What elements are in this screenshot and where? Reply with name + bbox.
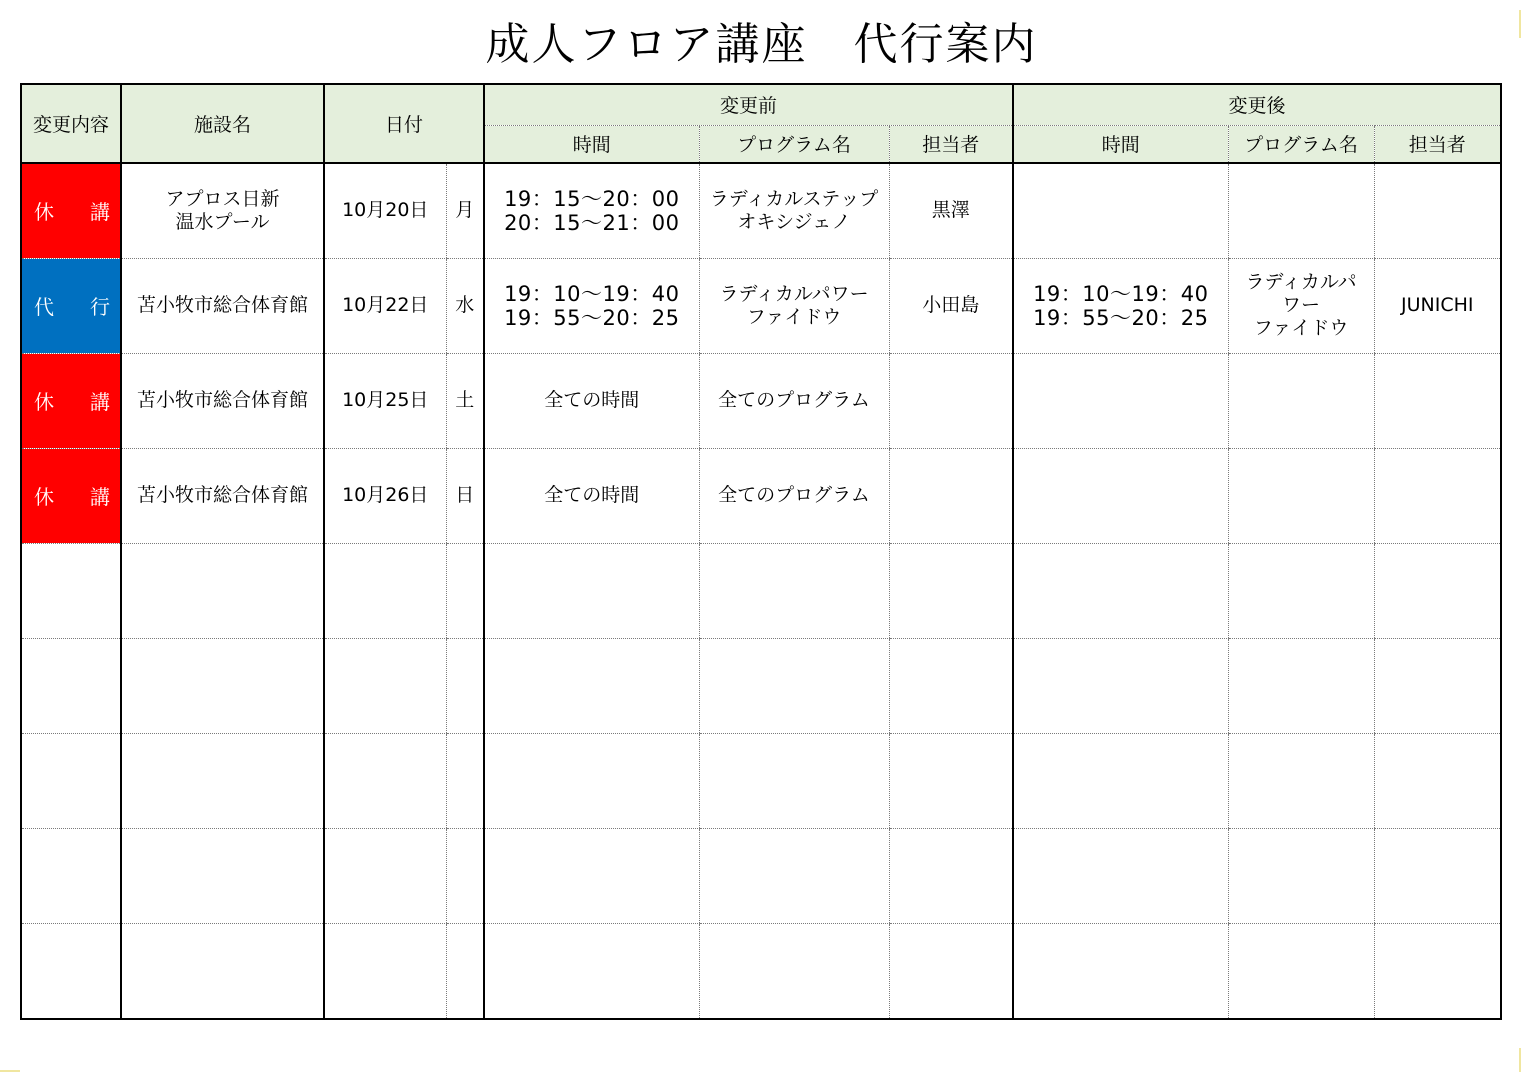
time-line: 全ての時間 bbox=[544, 484, 640, 506]
status-cell bbox=[22, 448, 121, 543]
facility-line: 苫小牧市総合体育館 bbox=[136, 389, 308, 411]
empty-table-row bbox=[22, 543, 1500, 638]
program-line: ファイドウ bbox=[746, 305, 842, 328]
after-program-cell bbox=[1228, 258, 1374, 353]
empty-table-row bbox=[22, 638, 1500, 733]
before-time-cell bbox=[484, 828, 699, 923]
before-instructor-cell bbox=[889, 353, 1013, 448]
facility-cell bbox=[121, 543, 324, 638]
time-line: 20：15〜21：00 bbox=[504, 210, 680, 235]
header-after-instructor: 担当者 bbox=[1374, 125, 1500, 163]
status-cell bbox=[22, 543, 121, 638]
status-cell bbox=[22, 163, 121, 258]
schedule-table bbox=[22, 85, 1500, 1018]
status-cell bbox=[22, 733, 121, 828]
before-time-cell bbox=[484, 733, 699, 828]
after-instructor-cell bbox=[1374, 733, 1500, 828]
weekday-cell: 水 bbox=[446, 258, 484, 353]
page-title: 成人フロア講座 代行案内 bbox=[485, 19, 1038, 70]
corner-mark-bottom-right bbox=[1519, 1048, 1521, 1072]
after-program-cell bbox=[1228, 828, 1374, 923]
date-cell: 10月20日 bbox=[324, 163, 446, 258]
before-instructor-cell: 小田島 bbox=[889, 258, 1013, 353]
table-row bbox=[22, 353, 1500, 448]
program-line: 全てのプログラム bbox=[718, 389, 870, 411]
weekday-cell bbox=[446, 733, 484, 828]
after-program-cell bbox=[1228, 543, 1374, 638]
facility-cell bbox=[121, 353, 324, 448]
status-cell bbox=[22, 638, 121, 733]
status-char-1: 代 bbox=[34, 295, 54, 319]
after-time-cell bbox=[1013, 258, 1228, 353]
date-cell: 10月26日 bbox=[324, 448, 446, 543]
status-char-1: 休 bbox=[34, 485, 54, 509]
before-time-cell bbox=[484, 448, 699, 543]
header-after-program: プログラム名 bbox=[1228, 125, 1374, 163]
schedule-frame bbox=[20, 83, 1502, 1020]
after-program-cell bbox=[1228, 353, 1374, 448]
before-instructor-cell bbox=[889, 448, 1013, 543]
facility-cell bbox=[121, 258, 324, 353]
after-instructor-cell bbox=[1374, 448, 1500, 543]
header-before-time: 時間 bbox=[484, 125, 699, 163]
before-program-cell bbox=[699, 828, 889, 923]
facility-cell bbox=[121, 923, 324, 1018]
after-time-cell bbox=[1013, 828, 1228, 923]
status-cell bbox=[22, 923, 121, 1018]
facility-line: 苫小牧市総合体育館 bbox=[136, 484, 308, 506]
before-instructor-cell bbox=[889, 543, 1013, 638]
after-time-cell bbox=[1013, 733, 1228, 828]
after-time-cell bbox=[1013, 163, 1228, 258]
time-line: 19：10〜19：40 bbox=[504, 281, 680, 306]
status-char-1: 休 bbox=[34, 390, 54, 414]
time-line: 19：10〜19：40 bbox=[1033, 281, 1209, 306]
program-line: ファイドウ bbox=[1253, 317, 1349, 339]
table-row bbox=[22, 258, 1500, 353]
weekday-cell: 日 bbox=[446, 448, 484, 543]
after-instructor-cell bbox=[1374, 543, 1500, 638]
before-program-cell bbox=[699, 258, 889, 353]
before-instructor-cell bbox=[889, 733, 1013, 828]
empty-table-row bbox=[22, 923, 1500, 1018]
before-time-cell bbox=[484, 543, 699, 638]
before-time-cell bbox=[484, 163, 699, 258]
after-instructor-cell bbox=[1374, 353, 1500, 448]
status-cell bbox=[22, 258, 121, 353]
facility-cell bbox=[121, 638, 324, 733]
after-time-cell bbox=[1013, 638, 1228, 733]
header-after-time: 時間 bbox=[1013, 125, 1228, 163]
header-facility: 施設名 bbox=[121, 85, 324, 163]
before-program-cell bbox=[699, 638, 889, 733]
after-program-cell bbox=[1228, 923, 1374, 1018]
time-line: 19：15〜20：00 bbox=[504, 186, 680, 211]
date-cell bbox=[324, 543, 446, 638]
program-line: ワー bbox=[1282, 294, 1321, 316]
program-line: ラディカルパ bbox=[1245, 271, 1357, 293]
weekday-cell: 月 bbox=[446, 163, 484, 258]
date-cell: 10月25日 bbox=[324, 353, 446, 448]
header-before-instructor: 担当者 bbox=[889, 125, 1013, 163]
after-time-cell bbox=[1013, 353, 1228, 448]
program-line: 全てのプログラム bbox=[718, 484, 870, 506]
after-instructor-cell: JUNICHI bbox=[1374, 258, 1500, 353]
after-program-cell bbox=[1228, 638, 1374, 733]
after-program-cell bbox=[1228, 163, 1374, 258]
weekday-cell bbox=[446, 923, 484, 1018]
before-program-cell bbox=[699, 163, 889, 258]
header-date: 日付 bbox=[324, 85, 484, 163]
before-instructor-cell bbox=[889, 923, 1013, 1018]
before-instructor-cell bbox=[889, 828, 1013, 923]
header-after: 変更後 bbox=[1013, 85, 1500, 125]
status-char-1: 休 bbox=[34, 200, 54, 225]
before-time-cell bbox=[484, 923, 699, 1018]
status-char-2: 講 bbox=[90, 200, 110, 225]
before-program-cell bbox=[699, 448, 889, 543]
status-char-2: 講 bbox=[90, 485, 110, 509]
program-line: ラディカルパワー bbox=[719, 282, 869, 305]
weekday-cell bbox=[446, 828, 484, 923]
after-instructor-cell bbox=[1374, 923, 1500, 1018]
facility-cell bbox=[121, 828, 324, 923]
program-line: オキシジェノ bbox=[737, 210, 851, 233]
after-program-cell bbox=[1228, 448, 1374, 543]
after-instructor-cell bbox=[1374, 163, 1500, 258]
facility-cell bbox=[121, 163, 324, 258]
table-row bbox=[22, 163, 1500, 258]
date-cell bbox=[324, 733, 446, 828]
corner-mark-top-right bbox=[1519, 10, 1521, 38]
status-char-2: 行 bbox=[90, 295, 110, 319]
status-cell bbox=[22, 353, 121, 448]
before-program-cell bbox=[699, 543, 889, 638]
status-char-2: 講 bbox=[90, 390, 110, 414]
header-change-content: 変更内容 bbox=[22, 85, 121, 163]
before-time-cell bbox=[484, 353, 699, 448]
before-program-cell bbox=[699, 923, 889, 1018]
time-line: 19：55〜20：25 bbox=[504, 305, 680, 330]
table-row bbox=[22, 448, 1500, 543]
facility-cell bbox=[121, 733, 324, 828]
time-line: 全ての時間 bbox=[544, 389, 640, 411]
corner-mark-bottom-left bbox=[0, 1070, 20, 1072]
after-instructor-cell bbox=[1374, 828, 1500, 923]
facility-cell bbox=[121, 448, 324, 543]
before-time-cell bbox=[484, 638, 699, 733]
after-program-cell bbox=[1228, 733, 1374, 828]
after-time-cell bbox=[1013, 448, 1228, 543]
date-cell bbox=[324, 828, 446, 923]
date-cell: 10月22日 bbox=[324, 258, 446, 353]
weekday-cell bbox=[446, 543, 484, 638]
before-program-cell bbox=[699, 733, 889, 828]
weekday-cell bbox=[446, 638, 484, 733]
before-instructor-cell: 黒澤 bbox=[889, 163, 1013, 258]
date-cell bbox=[324, 638, 446, 733]
facility-line: 温水プール bbox=[175, 210, 270, 233]
header-before-program: プログラム名 bbox=[699, 125, 889, 163]
facility-line: 苫小牧市総合体育館 bbox=[136, 294, 308, 316]
facility-line: アプロス日新 bbox=[165, 187, 280, 210]
header-before: 変更前 bbox=[484, 85, 1013, 125]
date-cell bbox=[324, 923, 446, 1018]
before-program-cell bbox=[699, 353, 889, 448]
after-instructor-cell bbox=[1374, 638, 1500, 733]
weekday-cell: 土 bbox=[446, 353, 484, 448]
empty-table-row bbox=[22, 733, 1500, 828]
after-time-cell bbox=[1013, 923, 1228, 1018]
before-time-cell bbox=[484, 258, 699, 353]
empty-table-row bbox=[22, 828, 1500, 923]
time-line: 19：55〜20：25 bbox=[1033, 305, 1209, 330]
program-line: ラディカルステップ bbox=[709, 187, 879, 210]
status-cell bbox=[22, 828, 121, 923]
schedule-body bbox=[22, 163, 1500, 1018]
after-time-cell bbox=[1013, 543, 1228, 638]
before-instructor-cell bbox=[889, 638, 1013, 733]
